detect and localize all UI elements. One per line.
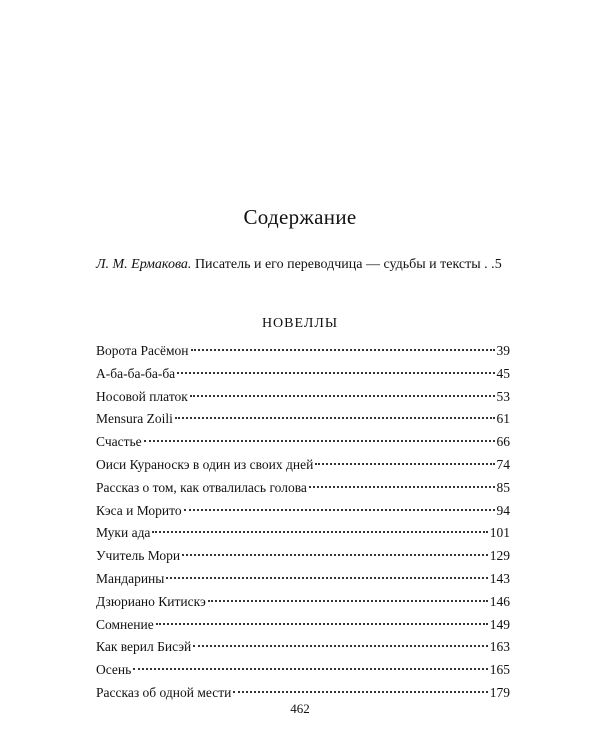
- intro-author: Л. М. Ермакова.: [96, 257, 192, 272]
- page-number: 462: [290, 701, 310, 716]
- toc-entry-page: 53: [496, 388, 510, 404]
- intro-page: 5: [494, 257, 502, 272]
- toc-entry-title: Носовой платок: [96, 388, 188, 404]
- toc-entry-page: 129: [489, 548, 510, 564]
- toc-entry-page: 149: [489, 616, 510, 632]
- toc-entry-page: 146: [489, 593, 510, 609]
- toc-entry-title: Рассказ об одной мести: [96, 684, 232, 700]
- toc-entry-title: Муки ада: [96, 525, 151, 541]
- dot-leader: [190, 395, 495, 397]
- dot-leader: [191, 349, 495, 351]
- toc-entry: [96, 411, 510, 434]
- toc-entry-page: 74: [496, 456, 510, 472]
- toc-entry-page: 101: [489, 525, 510, 541]
- toc-entry-title: Как верил Бисэй: [96, 639, 192, 655]
- toc-entry-title: Оиси Кураноскэ в один из своих дней: [96, 456, 314, 472]
- intro-entry: [96, 257, 516, 273]
- toc-entry: [96, 503, 510, 526]
- dot-leader: [184, 509, 495, 511]
- dot-leader: [175, 417, 495, 419]
- toc-entry-title: Мандарины: [96, 570, 165, 586]
- toc-entry-title: Рассказ о том, как отвалилась голова: [96, 479, 307, 495]
- toc-entry-title: Осень: [96, 662, 132, 678]
- page-title: Содержание: [243, 205, 357, 229]
- section-heading: НОВЕЛЛЫ: [261, 316, 339, 331]
- dot-leader: [152, 531, 487, 533]
- toc-entry: [96, 662, 510, 685]
- dot-leader: [177, 372, 494, 374]
- toc-entry-page: 163: [489, 639, 510, 655]
- toc-entry: [96, 594, 510, 617]
- toc-entry: [96, 457, 510, 480]
- toc-entry-page: 61: [496, 411, 510, 427]
- toc-entry-title: Ворота Расёмон: [96, 343, 189, 358]
- toc-entry-page: 45: [496, 365, 510, 381]
- toc-entry: [96, 571, 510, 594]
- dot-leader: [182, 554, 488, 556]
- toc-entry: [96, 617, 510, 640]
- toc-entry-page: 85: [496, 479, 510, 495]
- toc-entry-title: Сомнение: [96, 616, 154, 632]
- dot-leader: [166, 577, 487, 579]
- dot-leader: [233, 691, 487, 693]
- dot-leader: [144, 440, 495, 442]
- toc-entry-title: Mensura Zoili: [96, 411, 173, 427]
- toc-entry-page: 165: [489, 662, 510, 678]
- toc-entry-page: 66: [496, 434, 510, 450]
- dot-leader: [193, 645, 487, 647]
- dot-leader: [133, 668, 487, 670]
- toc-entry-title: Счастье: [96, 434, 142, 450]
- toc-entry-title: Дзюриано Китискэ: [96, 593, 206, 609]
- intro-text: Писатель и его переводчица — судьбы и тексты . .: [194, 257, 495, 272]
- toc-entry: [96, 639, 510, 662]
- toc-entry-title: Кэса и Морито: [96, 502, 182, 518]
- toc-entry-title: Учитель Мори: [96, 548, 181, 564]
- dot-leader: [208, 600, 488, 602]
- toc-entry: [96, 389, 510, 412]
- toc-entry: [96, 548, 510, 571]
- toc-entry-page: 179: [489, 684, 510, 700]
- dot-leader: [309, 486, 495, 488]
- dot-leader: [315, 463, 494, 465]
- toc-entry-title: А-ба-ба-ба-ба: [96, 365, 176, 381]
- toc-entry: [96, 480, 510, 503]
- toc-entry: [96, 366, 510, 389]
- toc-entry: [96, 343, 510, 366]
- toc-entry: [96, 434, 510, 457]
- toc-list: [96, 343, 510, 708]
- toc-entry: [96, 525, 510, 548]
- toc-entry-page: 143: [489, 570, 510, 586]
- toc-entry-page: 94: [496, 502, 510, 518]
- dot-leader: [156, 623, 488, 625]
- toc-entry-page: 39: [496, 343, 510, 358]
